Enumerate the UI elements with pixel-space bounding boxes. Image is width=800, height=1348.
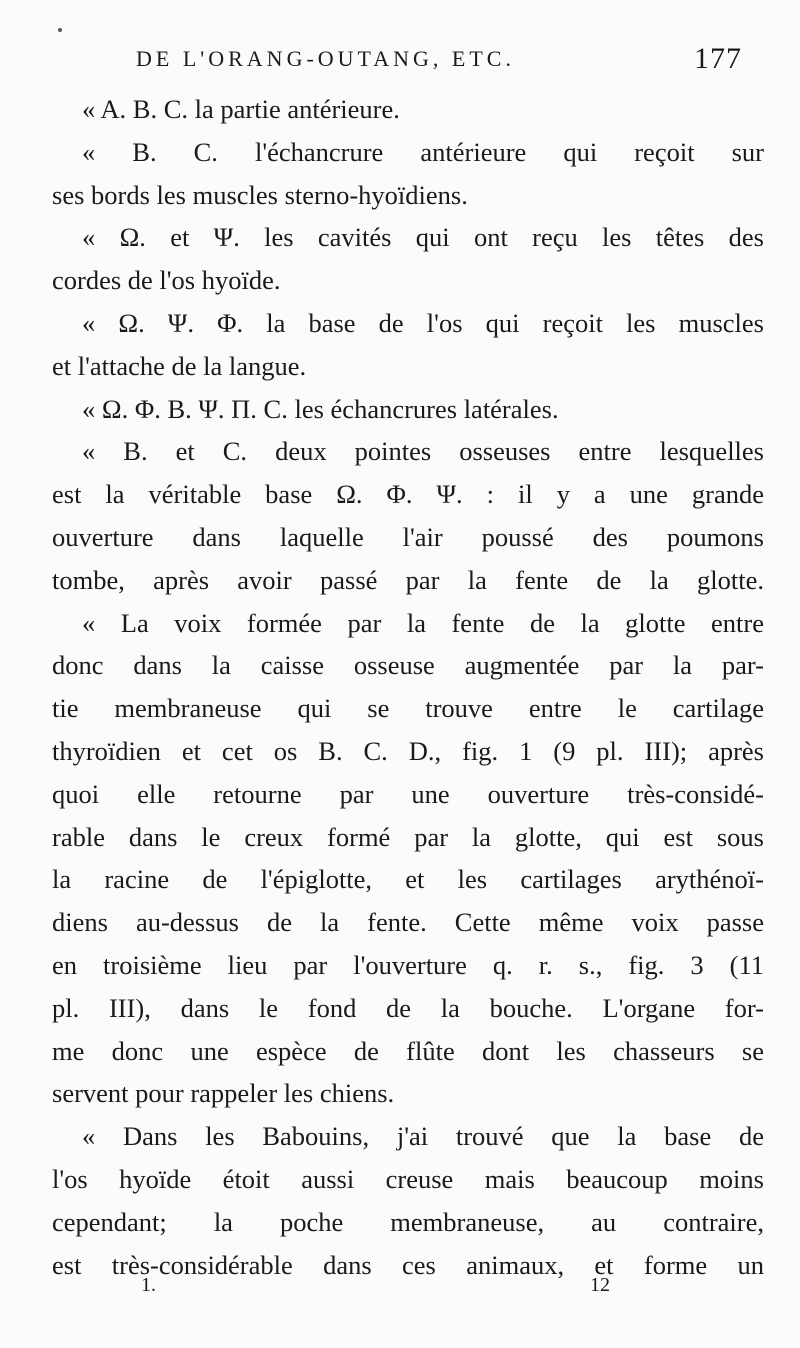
text-line: et l'attache de la langue. (52, 350, 307, 381)
text-line: est la véritable base Ω. Φ. Ψ. : il y a une grande (52, 479, 764, 510)
text-line: est très-considérable dans ces animaux, et forme un (52, 1249, 764, 1280)
volume-number: 1. (141, 1274, 156, 1296)
text-line: thyroïdien et cet os B. C. D., fig. 1 (9 pl. III); après (52, 735, 764, 766)
page-number: 177 (694, 42, 742, 75)
text-line: « B. et C. deux pointes osseuses entre lesquelles (82, 436, 764, 467)
text-line: « Ω. et Ψ. les cavités qui ont reçu les têtes des (82, 222, 764, 253)
text-line: cordes de l'os hyoïde. (52, 265, 281, 296)
text-line: tie membraneuse qui se trouve entre le cartilage (52, 693, 764, 724)
text-line: diens au-dessus de la fente. Cette même voix passe (52, 907, 764, 938)
body-text (52, 88, 764, 1286)
text-line: ouverture dans laquelle l'air poussé des poumons (52, 521, 764, 552)
text-line: « A. B. C. la partie antérieure. (82, 94, 400, 124)
text-line: rable dans le creux formé par la glotte, qui est sous (52, 821, 764, 852)
text-line: « Dans les Babouins, j'ai trouvé que la base de (82, 1121, 764, 1152)
page-footer (0, 1268, 800, 1308)
text-line: tombe, après avoir passé par la fente de la glotte. (52, 564, 764, 595)
text-line: cependant; la poche membraneuse, au contraire, (52, 1206, 764, 1237)
text-line: servent pour rappeler les chiens. (52, 1078, 395, 1109)
page-header (136, 42, 742, 82)
text-line: quoi elle retourne par une ouverture très-considé- (52, 778, 764, 809)
text-line: « Ω. Ψ. Φ. la base de l'os qui reçoit les muscles (82, 307, 764, 338)
text-line: « La voix formée par la fente de la glotte entre (82, 607, 764, 638)
signature-mark: 12 (590, 1274, 610, 1296)
running-title: DE L'ORANG-OUTANG, ETC. (136, 46, 515, 71)
text-line: pl. III), dans le fond de la bouche. L'organe for- (52, 992, 764, 1023)
text-line: en troisième lieu par l'ouverture q. r. s., fig. 3 (11 (52, 949, 764, 980)
text-line: « Ω. Φ. B. Ψ. Π. C. les échancrures latérales. (82, 393, 559, 424)
text-line: la racine de l'épiglotte, et les cartilages arythénoï- (52, 864, 764, 895)
text-line: « B. C. l'échancrure antérieure qui reçoit sur (82, 136, 764, 167)
text-line: ses bords les muscles sterno-hyoïdiens. (52, 179, 468, 210)
text-line: l'os hyoïde étoit aussi creuse mais beaucoup moins (52, 1163, 764, 1194)
text-line: me donc une espèce de flûte dont les chasseurs se (52, 1035, 764, 1066)
text-line: donc dans la caisse osseuse augmentée par la par- (52, 650, 764, 681)
ink-spot (58, 28, 62, 32)
